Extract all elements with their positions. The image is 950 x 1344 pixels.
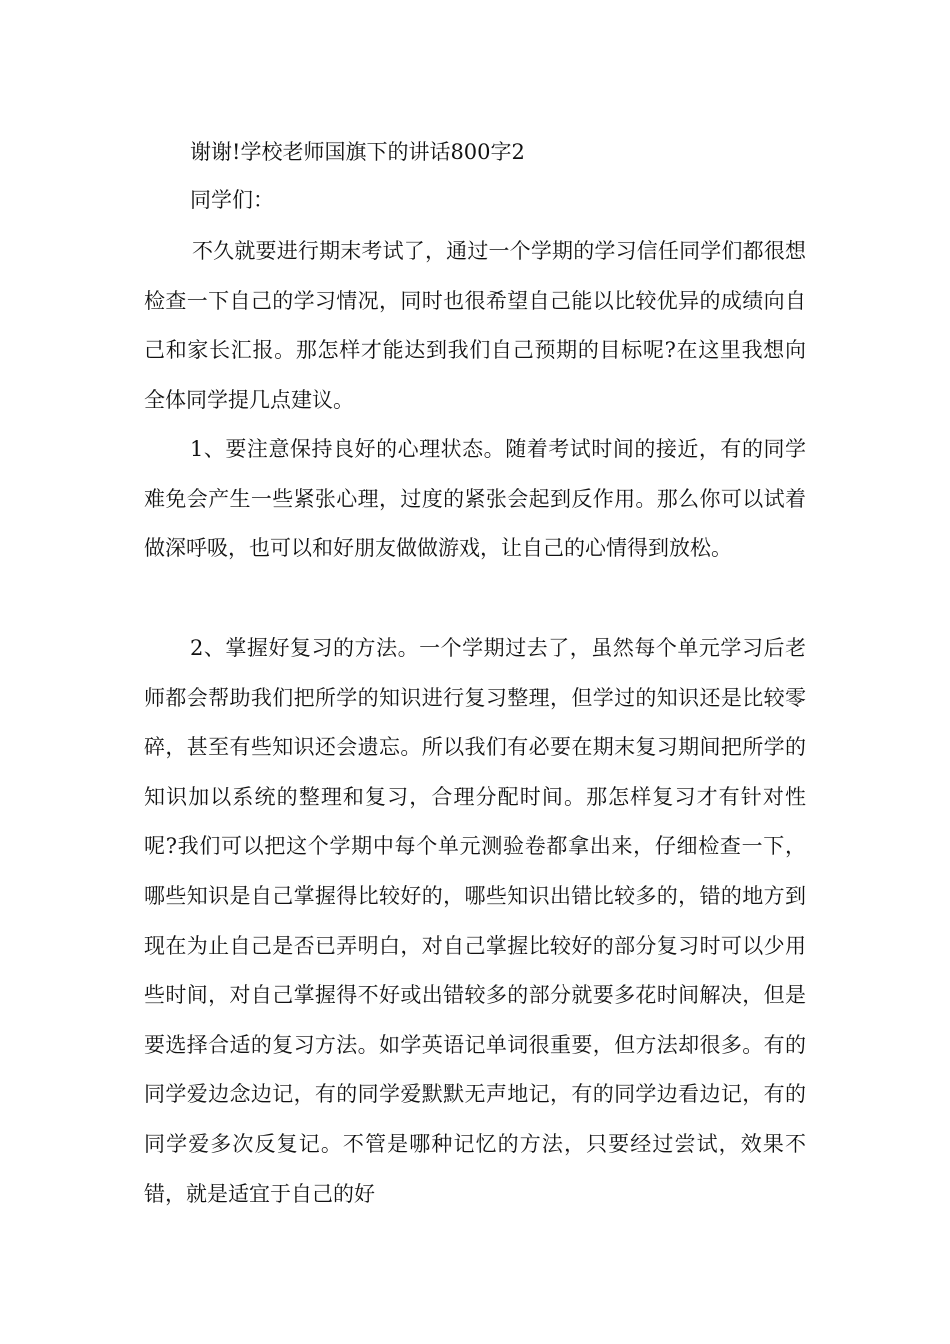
paragraph-point-1: 1、要注意保持良好的心理状态。随着考试时间的接近，有的同学难免会产生一些紧张心理，过度的紧张会起到反作用。那么你可以试着做深呼吸，也可以和好朋友做做游戏，让自己的心情得到放松。: [144, 437, 806, 561]
document-title: 谢谢!学校老师国旗下的讲话800字2: [190, 140, 525, 164]
paragraph-point-2: 2、掌握好复习的方法。一个学期过去了，虽然每个单元学习后老师都会帮助我们把所学的知识进行复习整理，但学过的知识还是比较零碎，甚至有些知识还会遗忘。所以我们有必要在期末复习期间把所学的知识加以系统的整理和复习，合理分配时间。那怎样复习才有针对性呢?我们可以把这个学期中每个单元测验卷都拿出来，仔细检查一下，哪些知识是自己掌握得比较好的，哪些知识出错比较多的，错的地方到现在为止自己是否已弄明白，对自己掌握比较好的部分复习时可以少用些时间，对自己掌握得不好或出错较多的部分就要多花时间解决，但是要选择合适的复习方法。如学英语记单词很重要，但方法却很多。有的同学爱边念边记，有的同学爱默默无声地记，有的同学边看边记，有的同学爱多次反复记。不管是哪种记忆的方法，只要经过尝试，效果不错，就是适宜于自己的好: [144, 636, 806, 1206]
paragraph-intro: 不久就要进行期末考试了，通过一个学期的学习信任同学们都很想检查一下自己的学习情况，同时也很希望自己能以比较优异的成绩向自己和家长汇报。那怎样才能达到我们自己预期的目标呢?在这里我想向全体同学提几点建议。: [144, 239, 806, 412]
salutation: 同学们：: [190, 188, 274, 212]
